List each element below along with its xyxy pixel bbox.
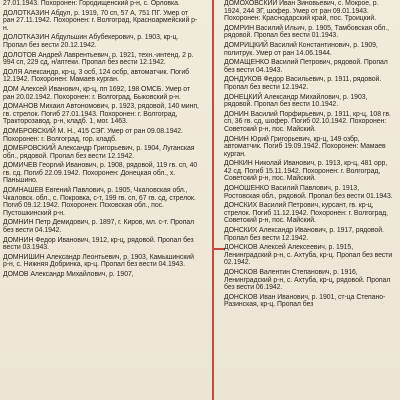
list-entry [224, 25, 394, 40]
entry-text: ДОМНИН Федор Иванович, 1912, кр-ц, рядовой. Пропал без вести 03.1943. [3, 236, 194, 252]
list-entry [224, 294, 394, 309]
list-entry [224, 185, 394, 200]
list-entry [3, 237, 200, 252]
list-entry [224, 227, 394, 242]
entry-text: ДОНИН Юрий Григорьевич, кр-ц, 149 озбр, автоматчик. Погиб 19.09.1942. Похоронен: Мамаев курган. [224, 135, 386, 158]
entry-text: ДОНСКОВ Алексей Алексеевич, р. 1915, Ленинградский р-н, с. Ахтуба, кр-ц. Пропал без вести 02.1942. [224, 244, 393, 267]
entry-text: ДОЛОТКАЗИН Абдульшин Абубекерович, р. 1903, кр-ц. Пропал без вести 20.12.1942. [3, 34, 179, 49]
entry-text: ДОНИН Василий Порфирьевич, р. 1911, кр-ц, 108 гв. сп, 36 гв. сд, шофер. Погиб 02.10.1942. Похоронен: Советский р-н, пос. Майский. [224, 110, 391, 133]
entry-text: ДОМОХОВСКИЙ Иван Зиновьевич, с. Мокрое, р. 1924, 244 ЗГ, шофер. Умер от ран 09.01.1943. Похоронен: Краснодарский край, пос. Троицкий. [224, 0, 379, 23]
list-entry [224, 42, 394, 57]
list-entry [3, 162, 200, 185]
entry-text: ДОМНИШИН Александр Леонтьевич, р. 1903, Камышинский р-н, с. Нижняя Добринка, кр-ц. Пропал без вести 04.1943. [3, 253, 194, 269]
list-entry [224, 59, 394, 74]
list-entry [224, 76, 394, 91]
list-entry [3, 69, 200, 84]
entry-text: ДОМБРОВСКИЙ Александр Григорьевич, р. 1904, Луганская обл., рядовой. Пропал без вести 12.1942. [3, 145, 195, 160]
entry-text: ДОМНАШЕВ Евгений Павлович, р. 1905, Чкаловская обл., Чкаловск. обл., с. Покровка, с-т, 199 гв. сп, 67 гв. сд, стрелок. Погиб 09.12.1942. Похоронен: Псковская обл., пос. Пустошкинский р-н. [3, 187, 196, 217]
entry-text: ДОНЕЦКИЙ Александр Михайлович, р. 1903, рядовой. Пропал без вести 10.1942. [224, 93, 368, 109]
right-column [224, 0, 394, 311]
column-divider-rule [212, 0, 214, 400]
list-entry [3, 219, 200, 234]
entry-text: ДОЛЯ Александр, кр-ц, 3 осб, 124 осбр, автоматчик. Погиб 12.1942. Похоронен: Мамаев курган. [3, 68, 190, 84]
list-entry [224, 94, 394, 109]
entry-text: ДОНСКОВ Иван Иванович, р. 1901, ст-ца Степано-Разинская, кр-ц. Пропал без [224, 293, 386, 309]
entry-text: ДОМРИЦКИЙ Василий Константинович, р. 1909, политрук. Умер от ран 14.06.1944. [224, 41, 378, 57]
left-column [3, 0, 200, 281]
entry-text: ДОНКИН Николай Иванович, р. 1913, кр-ц, 481 орр, 42 сд. Погиб 15.11.1942. Похоронен: г. Волгоград, Советский р-н, пос. Майский. [224, 160, 388, 183]
list-entry [3, 10, 200, 33]
list-entry [224, 136, 394, 159]
entry-text: ДОМБРОВСКИЙ М. Н., 415 СЭГ. Умер от ран 09.08.1942. Похоронен: г. Волгоград, гор. кладб. [3, 127, 183, 143]
list-entry [3, 103, 200, 126]
list-entry [224, 202, 394, 225]
list-entry [224, 111, 394, 134]
entry-text: 27.01.1943. Похоронен: Городищенский р-н, с. Орловка. [3, 0, 180, 7]
list-entry [3, 86, 200, 101]
entry-text: ДОМАЩЕНКО Василий Петрович, рядовой. Пропал без вести 04.1943. [224, 59, 388, 74]
list-entry [224, 160, 394, 183]
entry-text: ДОНОШЕНКО Василий Павлович, р. 1913, Ростовская обл., рядовой. Пропал без вести 01.1943. [224, 185, 393, 200]
entry-text: ДОНДУКОВ Федор Васильевич, р. 1911, рядовой. Пропал без вести 12.1942. [224, 76, 382, 91]
entry-text: ДОМРИН Василий Ильич, р. 1905, Тамбовская обл., рядовой. Пропал без вести 01.1943. [224, 24, 390, 40]
list-entry [224, 0, 394, 23]
entry-text: ДОМОВ Александр Михайлович, р. 1907, [3, 271, 134, 278]
entry-text: ДОЛОТОВ Андрей Лаврентьевич, р. 1921, техн.-интенд. 2 р. 994 сп, 229 сд, н/аптеки. Пропал без вести 12.1942. [3, 51, 194, 67]
list-entry [3, 52, 200, 67]
entry-text: ДОНСКОВ Валентин Степанович, р. 1916, Ленинградский р-н, с. Ахтуба, кр-ц, рядовой. Пропал без вести 06.1942. [224, 269, 391, 292]
entry-text: ДОМ Алексей Иванович, кр-ц, пп 1692, 198 ОМСБ. Умер от ран 20.02.1942. Похоронен: г. Волгоград, Быковский р-н. [3, 85, 191, 101]
list-entry [3, 34, 200, 49]
entry-text: ДОНСКИХ Василий Петрович, курсант, гв. кр-ц, стрелок. Погиб 11.12.1942. Похоронен: г. Волгоград, Советский р-н, пос. Майский. [224, 202, 389, 225]
entry-text: ДОНСКИХ Александр Иванович, р. 1917, рядовой. Пропал без вести 12.1942. [224, 227, 384, 242]
entry-text: ДОМНИН Петр Демидович, р. 1897, г. Киров, мл. с-т. Пропал без вести 04.1942. [3, 219, 195, 235]
list-entry [3, 145, 200, 160]
list-entry [3, 0, 200, 8]
entry-text: ДОМАНОВ Михаил Автономович, р. 1923, рядовой, 140 минп, гв. стрелок. Погиб 27.01.1943. Похоронен: г. Волгоград, Тракторозавод. р-н, кладб. 1, мог. 1463. [3, 103, 199, 126]
list-entry [3, 271, 200, 279]
entry-text: ДОЛОТКАЗИН Абдул, р. 1919, 70 сп, 57 А, 751 ПГ. Умер от ран 27.11.1942. Похоронен: г. Волгоград, Красноармейский р-н. [3, 9, 198, 32]
list-entry [3, 128, 200, 143]
entry-text: ДОМИЧЕВ Георгий Иванович, р. 1908, рядовой, 119 гв. сп, 40 гв. сд. Погиб 22.09.1942. Похоронен: Донецкая обл., х. Паньшино. [3, 162, 198, 185]
list-entry [224, 244, 394, 267]
list-entry [3, 187, 200, 217]
list-entry [224, 269, 394, 292]
list-entry [3, 254, 200, 269]
